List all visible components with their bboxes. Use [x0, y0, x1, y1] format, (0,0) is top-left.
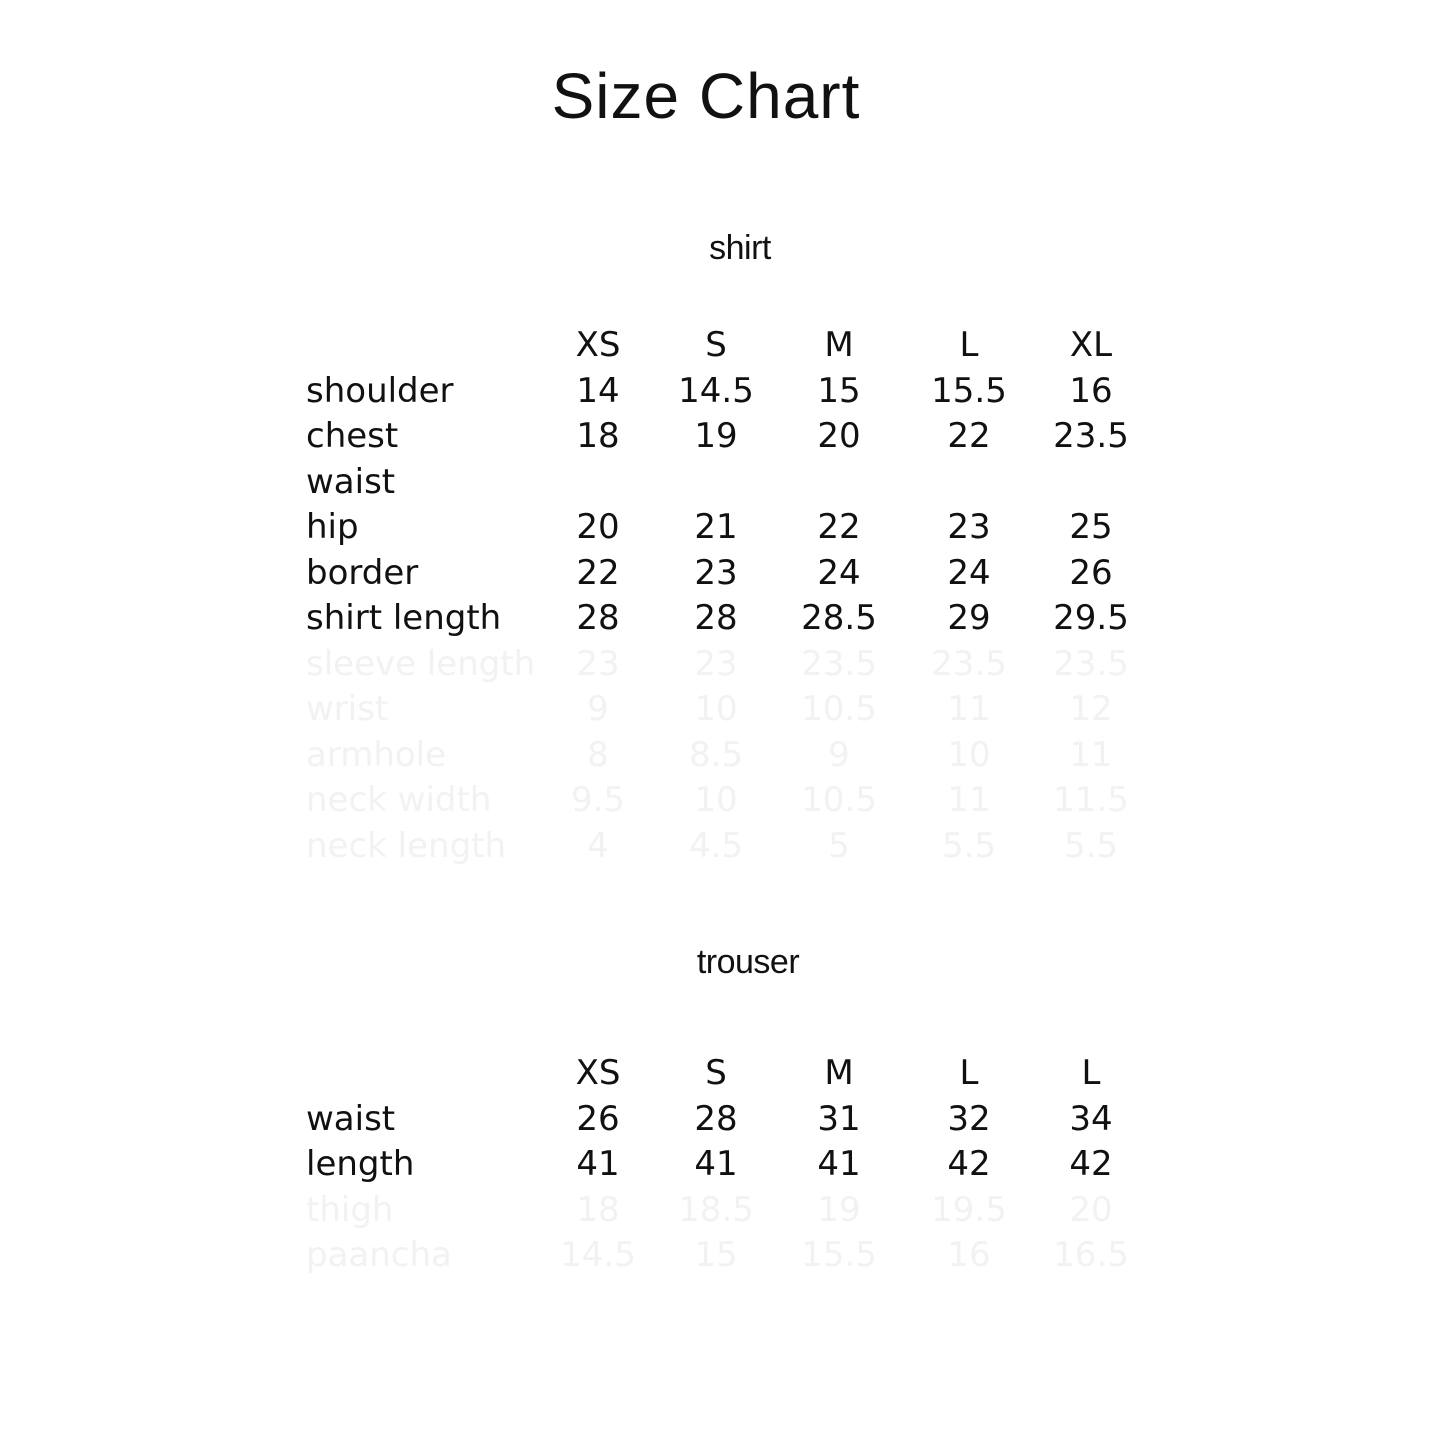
size-header: XS — [575, 325, 621, 365]
table-cell: 15.5 — [801, 1235, 877, 1275]
table-row — [306, 1096, 1166, 1142]
size-header: XS — [575, 1053, 621, 1093]
table-cell: 26 — [576, 1098, 620, 1139]
table-cell: 29.5 — [1053, 598, 1129, 638]
row-label: wrist — [306, 689, 389, 729]
table-cell: 22 — [817, 507, 861, 547]
table-cell: 18.5 — [678, 1189, 754, 1230]
table-cell: 23 — [947, 507, 991, 547]
size-header: XL — [1069, 325, 1113, 365]
trouser-section-title: trouser — [696, 943, 800, 981]
table-cell: 22 — [947, 416, 991, 456]
table-cell: 14.5 — [560, 1235, 636, 1275]
table-cell: 8.5 — [688, 734, 744, 775]
table-cell: 19 — [694, 416, 738, 456]
row-label: hip — [306, 507, 359, 547]
table-cell: 9 — [828, 734, 850, 775]
table-cell: 23 — [694, 552, 738, 593]
table-cell: 11 — [947, 780, 991, 820]
row-label: neck length — [306, 825, 507, 866]
size-header: L — [959, 1053, 979, 1093]
table-row — [306, 504, 1166, 550]
table-row — [306, 550, 1166, 596]
row-label: sleeve length — [306, 643, 536, 684]
table-cell: 28.5 — [801, 598, 877, 638]
table-cell: 19.5 — [931, 1189, 1007, 1230]
table-cell: 21 — [694, 507, 738, 547]
table-cell: 28 — [576, 598, 620, 638]
row-label: chest — [306, 416, 399, 456]
table-row — [306, 1141, 1166, 1187]
table-cell: 41 — [694, 1144, 738, 1184]
faded-table-row — [306, 1187, 1166, 1233]
table-cell: 15 — [694, 1235, 738, 1275]
table-cell: 11.5 — [1053, 780, 1129, 820]
table-cell: 4 — [587, 825, 609, 866]
table-cell: 9.5 — [570, 780, 626, 820]
size-header-row — [306, 1050, 1166, 1096]
row-label: thigh — [306, 1189, 394, 1230]
table-cell: 10.5 — [801, 689, 877, 729]
faded-table-row — [306, 777, 1166, 823]
table-cell: 25 — [1069, 507, 1113, 547]
size-header: S — [705, 325, 727, 365]
table-cell: 4.5 — [688, 825, 744, 866]
table-cell: 22 — [576, 552, 620, 593]
table-cell: 15 — [817, 370, 861, 411]
table-cell: 23.5 — [1053, 416, 1129, 456]
faded-table-row — [306, 1232, 1166, 1278]
table-cell: 5.5 — [1063, 825, 1119, 866]
table-cell: 31 — [817, 1098, 861, 1139]
table-cell: 14.5 — [678, 370, 754, 411]
row-label: length — [306, 1144, 415, 1184]
size-header: M — [824, 325, 854, 365]
table-cell: 10 — [694, 780, 738, 820]
row-label: shoulder — [306, 370, 454, 411]
table-row — [306, 413, 1166, 459]
table-cell: 11 — [1069, 734, 1113, 775]
table-cell: 16 — [1069, 370, 1113, 411]
row-label: neck width — [306, 780, 492, 820]
row-label: paancha — [306, 1235, 452, 1275]
table-cell: 42 — [947, 1144, 991, 1184]
table-cell: 18 — [576, 416, 620, 456]
table-cell: 14 — [576, 370, 620, 411]
table-cell: 23.5 — [931, 643, 1007, 684]
faded-table-row — [306, 732, 1166, 778]
table-cell: 11 — [947, 689, 991, 729]
table-cell: 23 — [576, 643, 620, 684]
table-cell: 9 — [587, 689, 609, 729]
table-cell: 41 — [817, 1144, 861, 1184]
table-cell: 10 — [694, 689, 738, 729]
table-cell: 42 — [1069, 1144, 1113, 1184]
shirt-size-table — [306, 322, 1166, 868]
table-cell: 19 — [817, 1189, 861, 1230]
row-label: waist — [306, 1098, 396, 1139]
table-row — [306, 459, 1166, 505]
size-header: L — [1081, 1053, 1101, 1093]
table-cell: 23.5 — [801, 643, 877, 684]
table-cell: 5.5 — [941, 825, 997, 866]
table-cell: 16 — [947, 1235, 991, 1275]
size-header-row — [306, 322, 1166, 368]
row-label: armhole — [306, 734, 447, 775]
table-cell: 8 — [587, 734, 609, 775]
faded-table-row — [306, 686, 1166, 732]
table-cell: 26 — [1069, 552, 1113, 593]
table-cell: 32 — [947, 1098, 991, 1139]
table-cell: 41 — [576, 1144, 620, 1184]
table-cell: 24 — [947, 552, 991, 593]
table-cell: 20 — [1069, 1189, 1113, 1230]
row-label: waist — [306, 461, 396, 502]
faded-table-row — [306, 641, 1166, 687]
row-label: border — [306, 552, 419, 593]
table-cell: 15.5 — [931, 370, 1007, 411]
size-header: M — [824, 1053, 854, 1093]
page-title: Size Chart — [551, 60, 861, 132]
table-cell: 28 — [694, 1098, 738, 1139]
table-cell: 28 — [694, 598, 738, 638]
faded-table-row — [306, 823, 1166, 869]
table-row — [306, 368, 1166, 414]
row-label: shirt length — [306, 598, 502, 638]
table-cell: 12 — [1069, 689, 1113, 729]
table-cell: 23 — [694, 643, 738, 684]
trouser-size-table — [306, 1050, 1166, 1278]
table-cell: 20 — [817, 416, 861, 456]
table-row — [306, 595, 1166, 641]
size-header: S — [705, 1053, 727, 1093]
table-cell: 23.5 — [1053, 643, 1129, 684]
table-cell: 20 — [576, 507, 620, 547]
table-cell: 16.5 — [1053, 1235, 1129, 1275]
table-cell: 5 — [828, 825, 850, 866]
shirt-section-title: shirt — [709, 229, 771, 267]
table-cell: 18 — [576, 1189, 620, 1230]
table-cell: 10.5 — [801, 780, 877, 820]
table-cell: 24 — [817, 552, 861, 593]
size-header: L — [959, 325, 979, 365]
table-cell: 34 — [1069, 1098, 1113, 1139]
table-cell: 10 — [947, 734, 991, 775]
table-cell: 29 — [947, 598, 991, 638]
